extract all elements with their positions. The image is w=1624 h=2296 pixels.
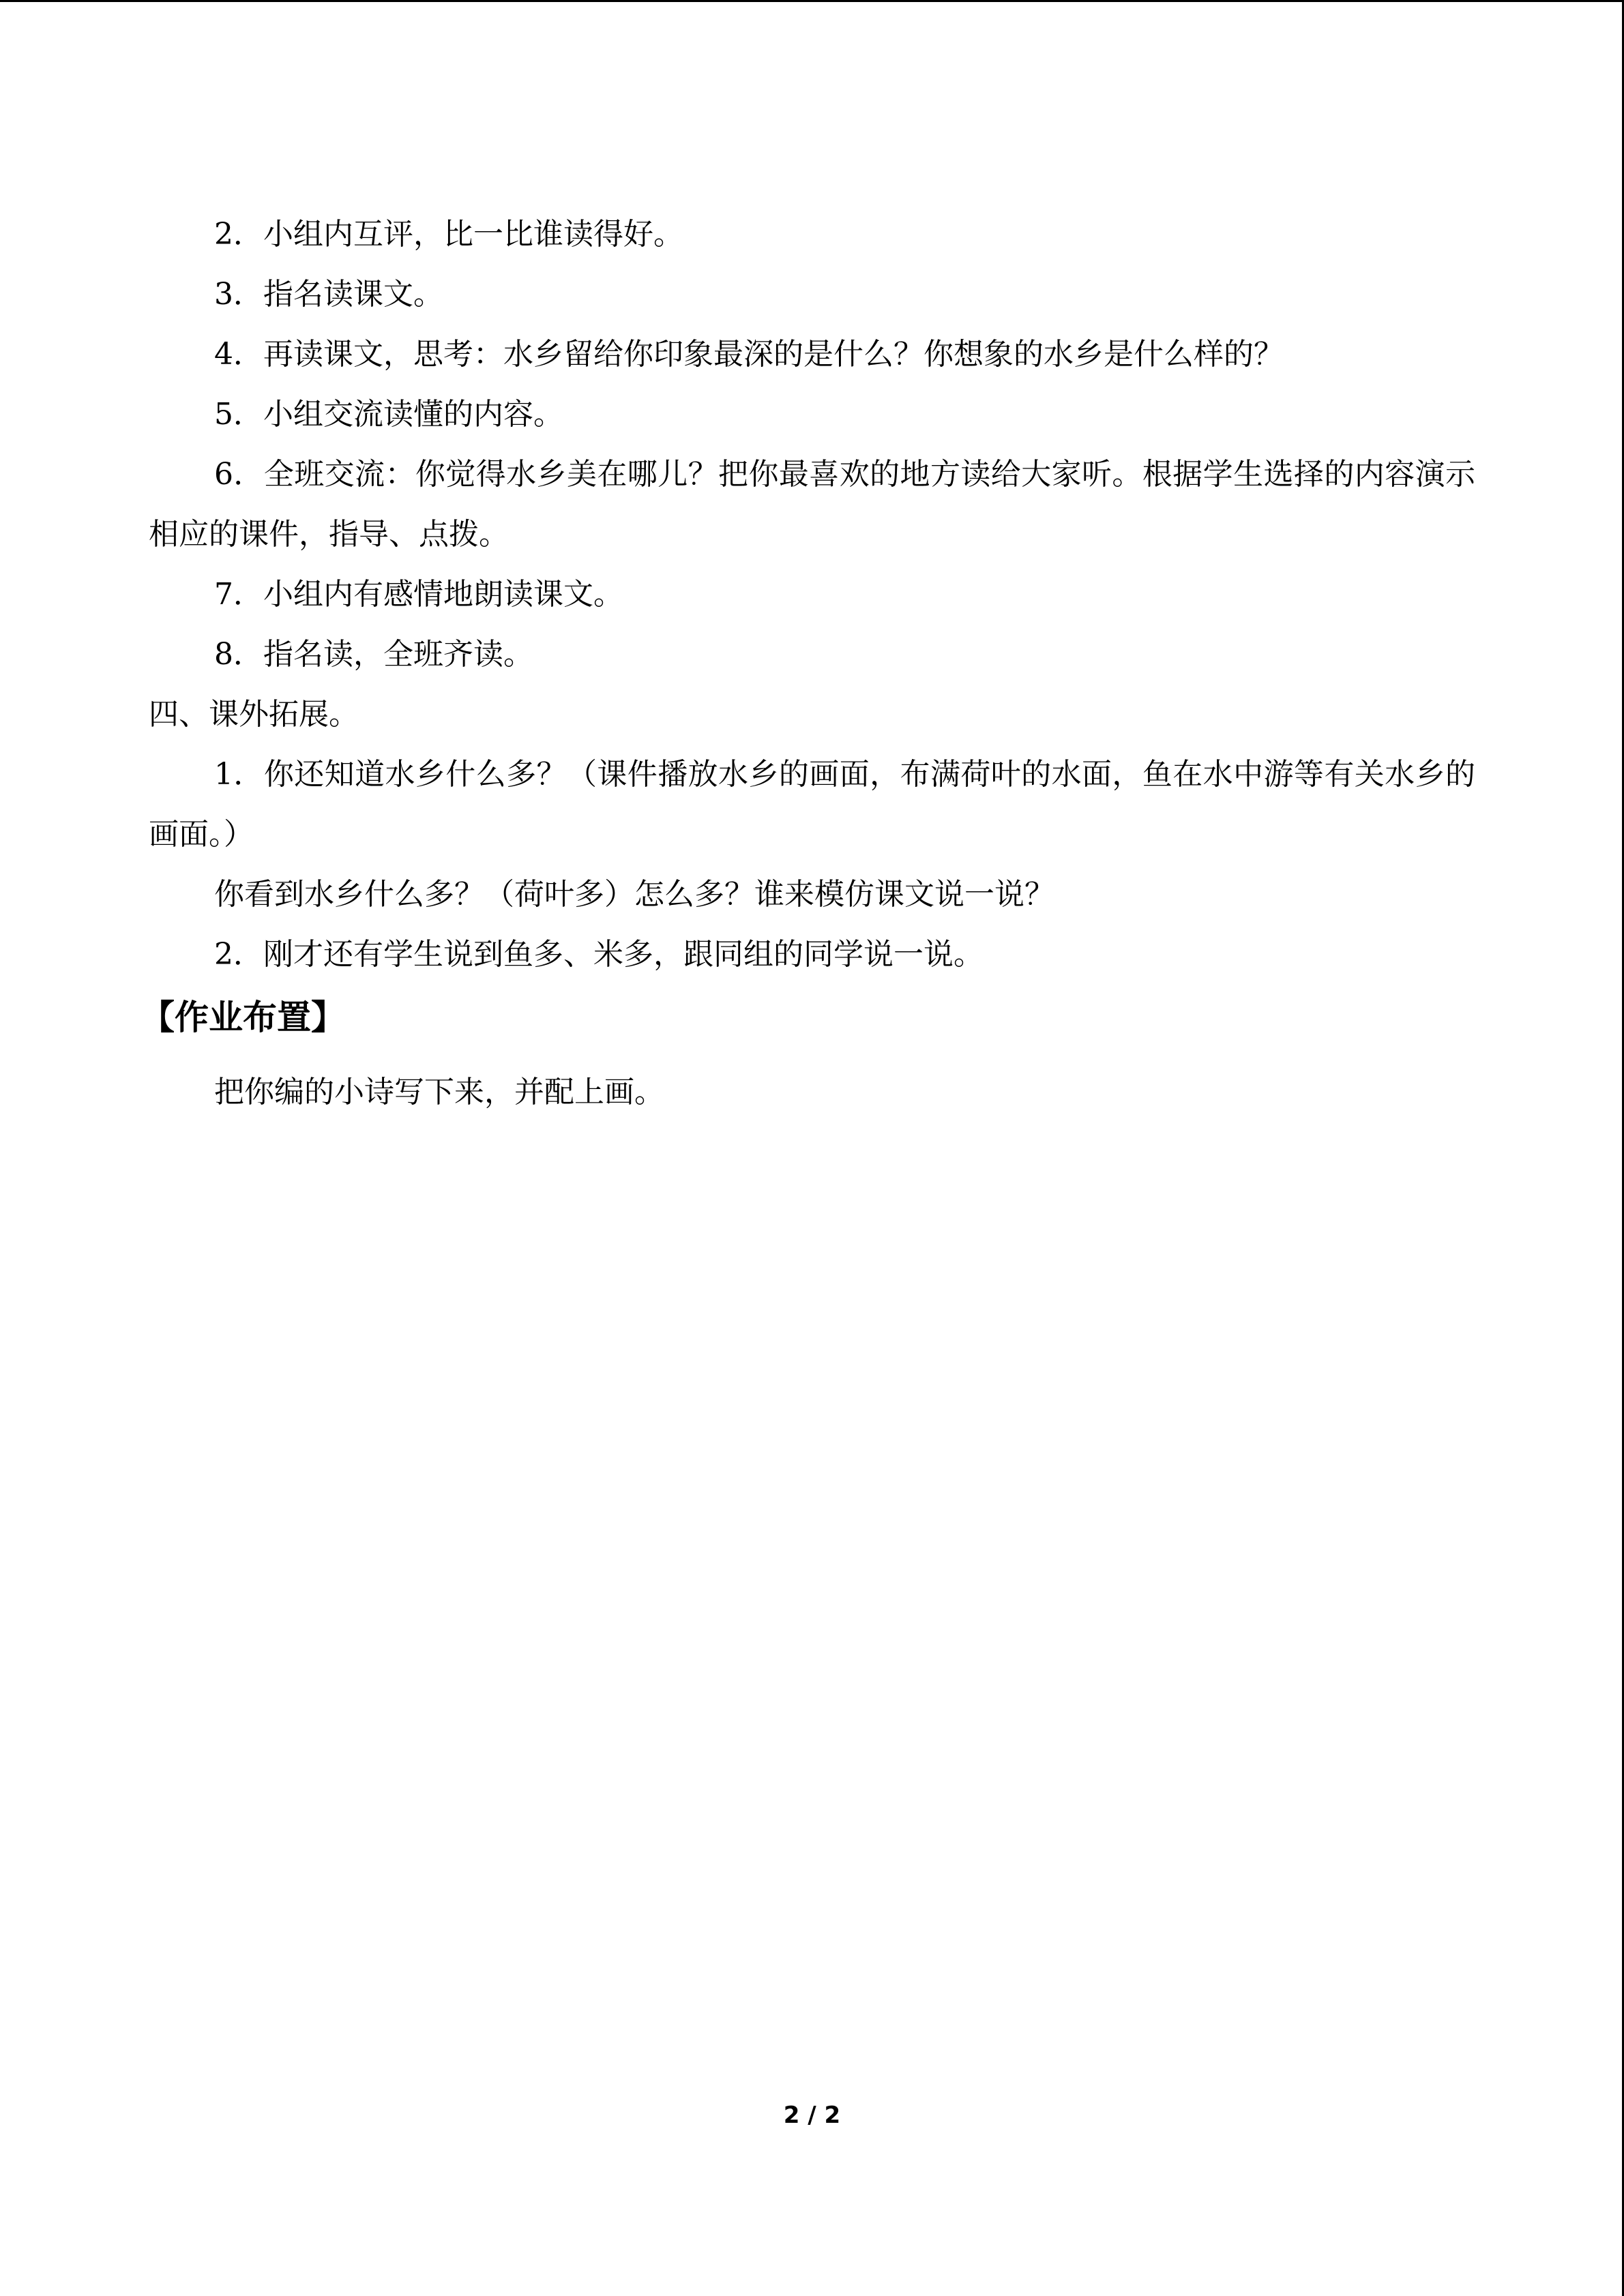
- paragraph-5: 6．全班交流：你觉得水乡美在哪儿？把你最喜欢的地方读给大家听。根据学生选择的内容演示相应的课件，指导、点拨。: [149, 457, 1475, 552]
- paragraph-7: 8．指名读，全班齐读。: [214, 637, 533, 672]
- section-heading-extension: 四、课外拓展。: [149, 697, 359, 732]
- page-number: 2 / 2: [783, 2102, 841, 2129]
- paragraph-3: 4．再读课文，思考：水乡留给你印象最深的是什么？你想象的水乡是什么样的？: [214, 337, 1284, 372]
- homework-heading: 【作业布置】: [141, 998, 345, 1037]
- paragraph-9: 1．你还知道水乡什么多？（课件播放水乡的画面，布满荷叶的水面，鱼在水中游等有关水乡的画面。）: [149, 757, 1475, 852]
- paragraph-4: 5．小组交流读懂的内容。: [214, 397, 563, 432]
- paragraph-11: 2．刚才还有学生说到鱼多、米多，跟同组的同学说一说。: [214, 937, 984, 972]
- paragraph-1: 2．小组内互评，比一比谁读得好。: [214, 217, 683, 252]
- homework-text: 把你编的小诗写下来，并配上画。: [214, 1075, 664, 1109]
- paragraph-10: 你看到水乡什么多？（荷叶多）怎么多？谁来模仿课文说一说？: [214, 877, 1054, 912]
- paragraph-6: 7．小组内有感情地朗读课文。: [214, 577, 623, 612]
- document-body: [141, 205, 1475, 1122]
- paragraph-2: 3．指名读课文。: [214, 277, 443, 312]
